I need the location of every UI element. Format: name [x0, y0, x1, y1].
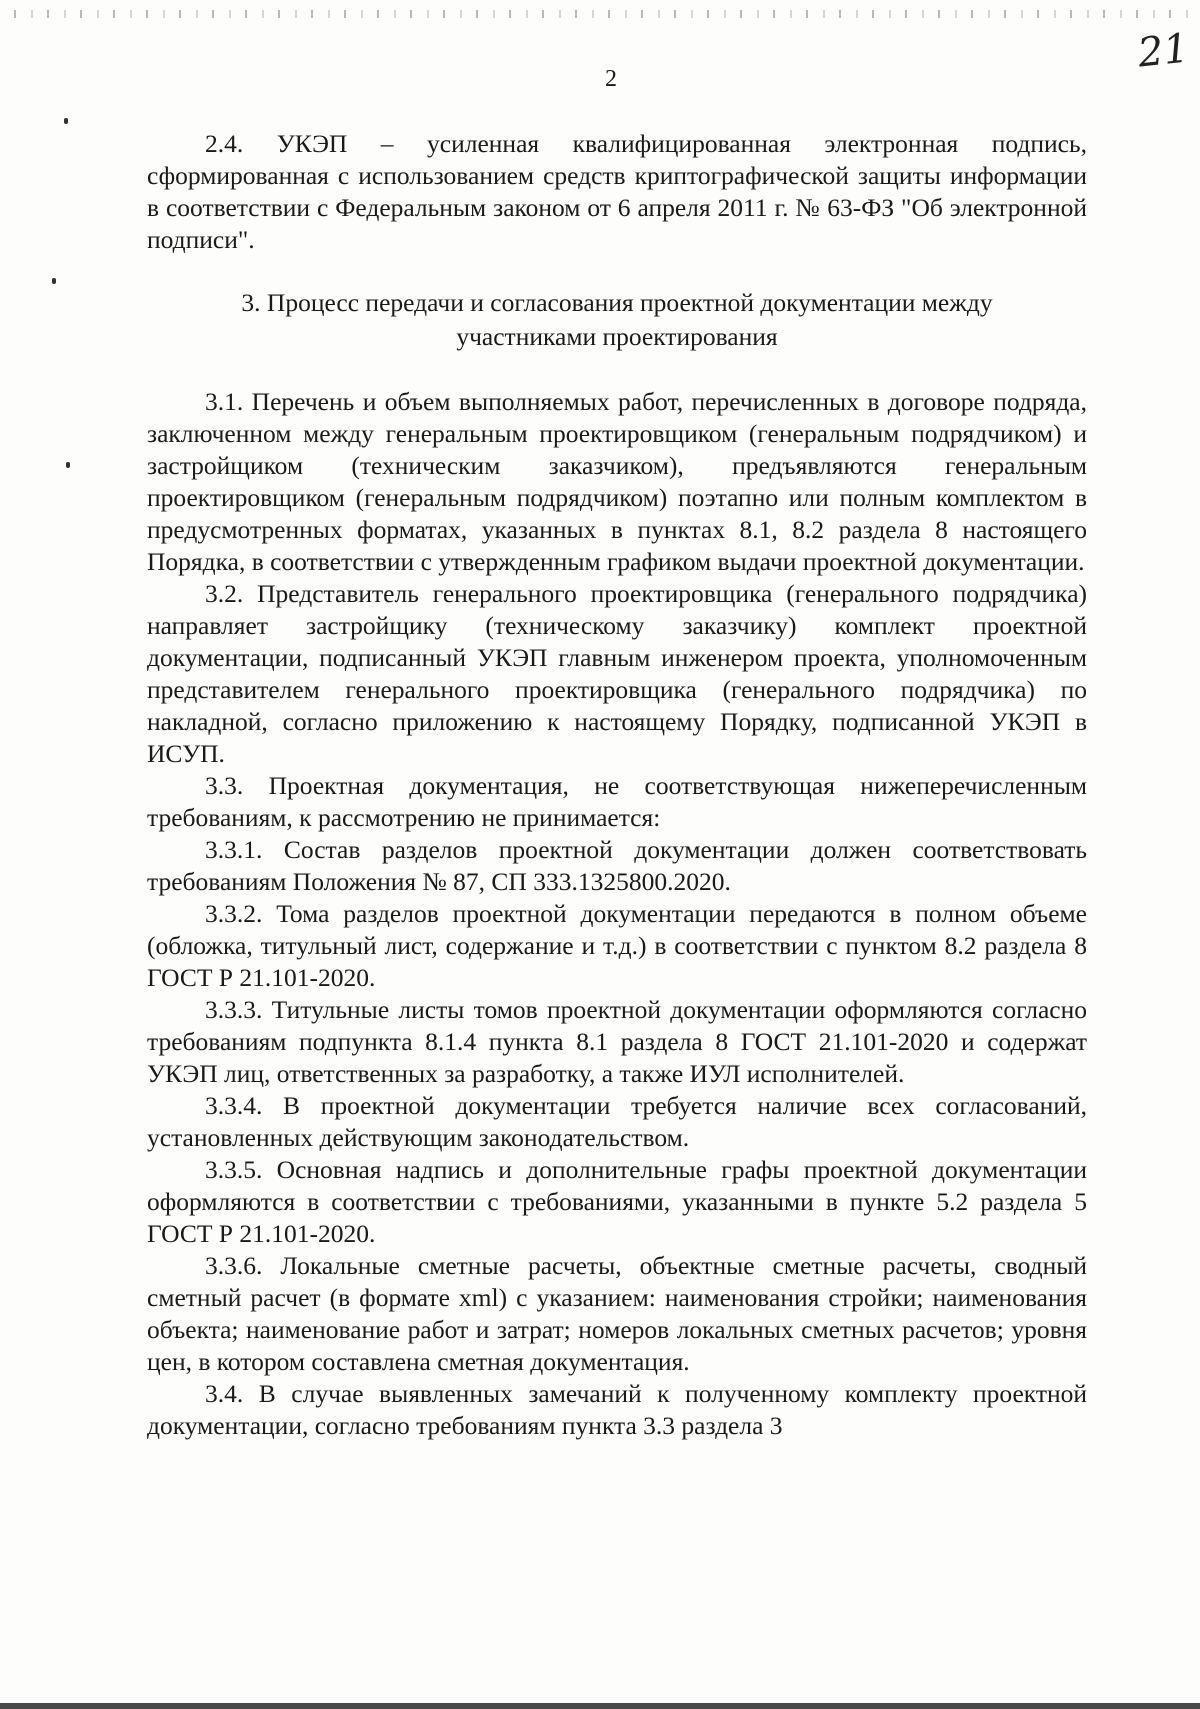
section-heading-line-1: 3. Процесс передачи и согласования проектной документации между [241, 288, 993, 317]
paragraph-3-3-4: 3.3.4. В проектной документации требуется наличие всех согласований, установленных действующим законодательством. [147, 1091, 1087, 1152]
section-heading [147, 286, 1087, 354]
paragraph-3-3: 3.3. Проектная документация, не соответствующая нижеперечисленным требованиям, к рассмотрению не принимается: [147, 771, 1087, 832]
main-text-block [147, 386, 1087, 1442]
page-number: 2 [605, 66, 617, 92]
paragraph-3-3-1: 3.3.1. Состав разделов проектной документации должен соответствовать требованиям Положения № 87, СП 333.1325800.2020. [147, 835, 1087, 896]
paragraph-3-1: 3.1. Перечень и объем выполняемых работ, перечисленных в договоре подряда, заключенном между генеральным проектировщиком (генеральным подрядчиком) и застройщиком (техническим заказчиком), предъявляются генеральным проектировщиком (генеральным подрядчиком) поэтапно или полным комплектом в предусмотренных форматах, указанных в пунктах 8.1, 8.2 раздела 8 настоящего Порядка, в соответствии с утвержденным графиком выдачи проектной документации. [147, 387, 1087, 576]
scan-speck [52, 278, 56, 284]
paragraph-3-3-2: 3.3.2. Тома разделов проектной документации передаются в полном объеме (обложка, титульный лист, содержание и т.д.) в соответствии с пунктом 8.2 раздела 8 ГОСТ Р 21.101-2020. [147, 899, 1087, 992]
scan-edge-bottom [0, 1703, 1200, 1709]
intro-block [147, 128, 1087, 256]
scan-speck [64, 118, 68, 124]
section-heading-line-2: участниками проектирования [456, 322, 778, 351]
scan-edge-top [0, 10, 1200, 18]
paragraph-2-4: 2.4. УКЭП – усиленная квалифицированная электронная подпись, сформированная с использованием средств криптографической защиты информации в соответствии с Федеральным законом от 6 апреля 2011 г. № 63-ФЗ "Об электронной подписи". [147, 129, 1087, 254]
paragraph-3-3-3: 3.3.3. Титульные листы томов проектной документации оформляются согласно требованиям подпункта 8.1.4 пункта 8.1 раздела 8 ГОСТ 21.101-2020 и содержат УКЭП лиц, ответственных за разработку, а также ИУЛ исполнителей. [147, 995, 1087, 1088]
paragraph-3-2: 3.2. Представитель генерального проектировщика (генерального подрядчика) направляет застройщику (техническому заказчику) комплект проектной документации, подписанный УКЭП главным инженером проекта, уполномоченным представителем генерального проектировщика (генерального подрядчика) по накладной, согласно приложению к настоящему Порядку, подписанной УКЭП в ИСУП. [147, 579, 1087, 768]
paragraph-3-3-6: 3.3.6. Локальные сметные расчеты, объектные сметные расчеты, сводный сметный расчет (в формате xml) с указанием: наименования стройки; наименования объекта; наименование работ и затрат; номеров локальных сметных расчетов; уровня цен, в котором составлена сметная документация. [147, 1251, 1087, 1376]
handwritten-page-mark: 21 [1135, 25, 1192, 77]
paragraph-3-3-5: 3.3.5. Основная надпись и дополнительные графы проектной документации оформляются в соответствии с требованиями, указанными в пункте 5.2 раздела 5 ГОСТ Р 21.101-2020. [147, 1155, 1087, 1248]
scan-speck [66, 462, 70, 468]
paragraph-3-4: 3.4. В случае выявленных замечаний к полученному комплекту проектной документации, согласно требованиям пункта 3.3 раздела 3 [147, 1379, 1087, 1440]
